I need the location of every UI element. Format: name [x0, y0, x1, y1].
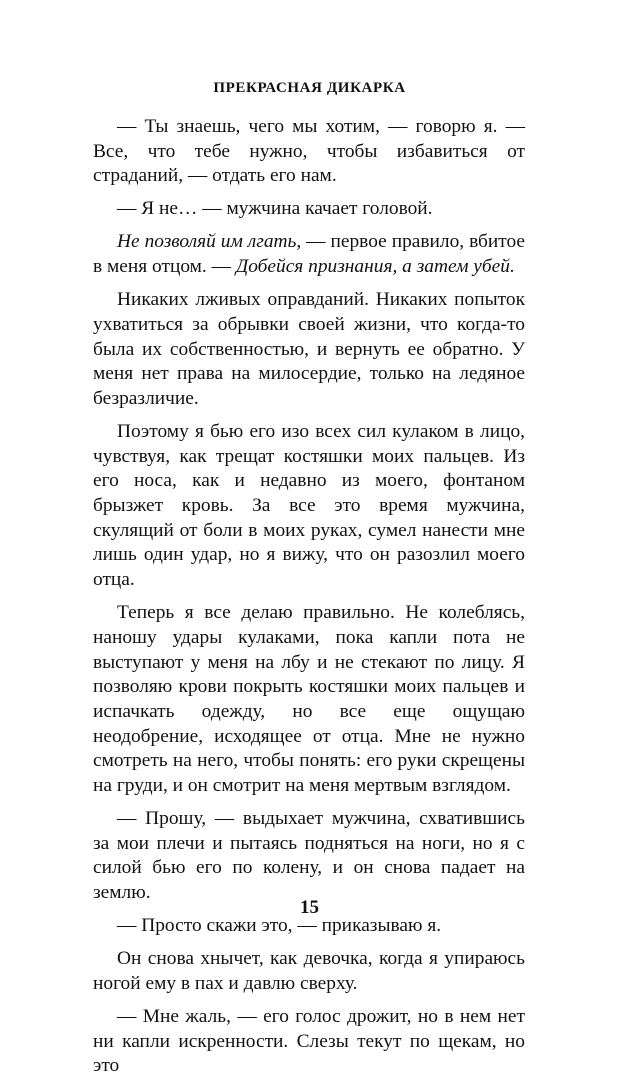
page-number: 15 — [300, 897, 319, 918]
paragraph-7: — Прошу, — выдыхает мужчина, схватившись за мои плечи и пытаясь подняться на ноги, но я с силой бью его по колену, и он снова падает на землю. — [93, 808, 525, 904]
paragraph-8: — Просто скажи это, — приказываю я. — [117, 915, 442, 937]
paragraph-1: — Ты знаешь, чего мы хотим, — говорю я. — Все, что тебе нужно, чтобы избавиться от страданий, — отдать его нам. — [93, 116, 525, 187]
narration: — первое правило, вбитое в меня отцом. — — [93, 231, 525, 278]
paragraph-9: Он снова хнычет, как девочка, когда я упираюсь ногой ему в пах и давлю сверху. — [93, 948, 525, 994]
italic-quote-1: Не позволяй им лгать, — [117, 231, 302, 253]
paragraph-10: — Мне жаль, — его голос дрожит, но в нем нет ни капли искренности. Слезы текут по щекам, но это — [93, 1005, 525, 1077]
paragraph-5: Поэтому я бью его изо всех сил кулаком в лицо, чувствуя, как трещат костяшки моих пальцев. Из его носа, как и недавно из моего, фонтаном брызжет кровь. За все это время мужчина, скулящий от боли в моих руках, сумел нанести мне лишь один удар, но я вижу, что он разозлил моего отца. — [93, 420, 525, 591]
paragraph-4: Никаких лживых оправданий. Никаких попыток ухватиться за обрывки своей жизни, что когда-то была их собственностью, и вернуть ее обратно. У меня нет права на милосердие, только на ледяное безразличие. — [93, 289, 525, 409]
running-header: ПРЕКРАСНАЯ ДИКАРКА — [213, 80, 406, 96]
paragraph-2: — Я не… — мужчина качает головой. — [117, 198, 433, 220]
page-body — [93, 115, 525, 1079]
italic-quote-2: Добейся признания, а затем убей. — [235, 256, 515, 278]
paragraph-6: Теперь я все делаю правильно. Не колеблясь, наношу удары кулаками, пока капли пота не выступают у меня на лбу и не стекают по лицу. Я позволяю крови покрыть костяшки моих пальцев и испачкать одежду, но все еще ощущаю неодобрение, исходящее от отца. Мне не нужно смотреть на него, чтобы понять: его руки скрещены на груди, и он смотрит на меня мертвым взглядом. — [93, 602, 525, 797]
paragraph-3 — [93, 230, 525, 279]
